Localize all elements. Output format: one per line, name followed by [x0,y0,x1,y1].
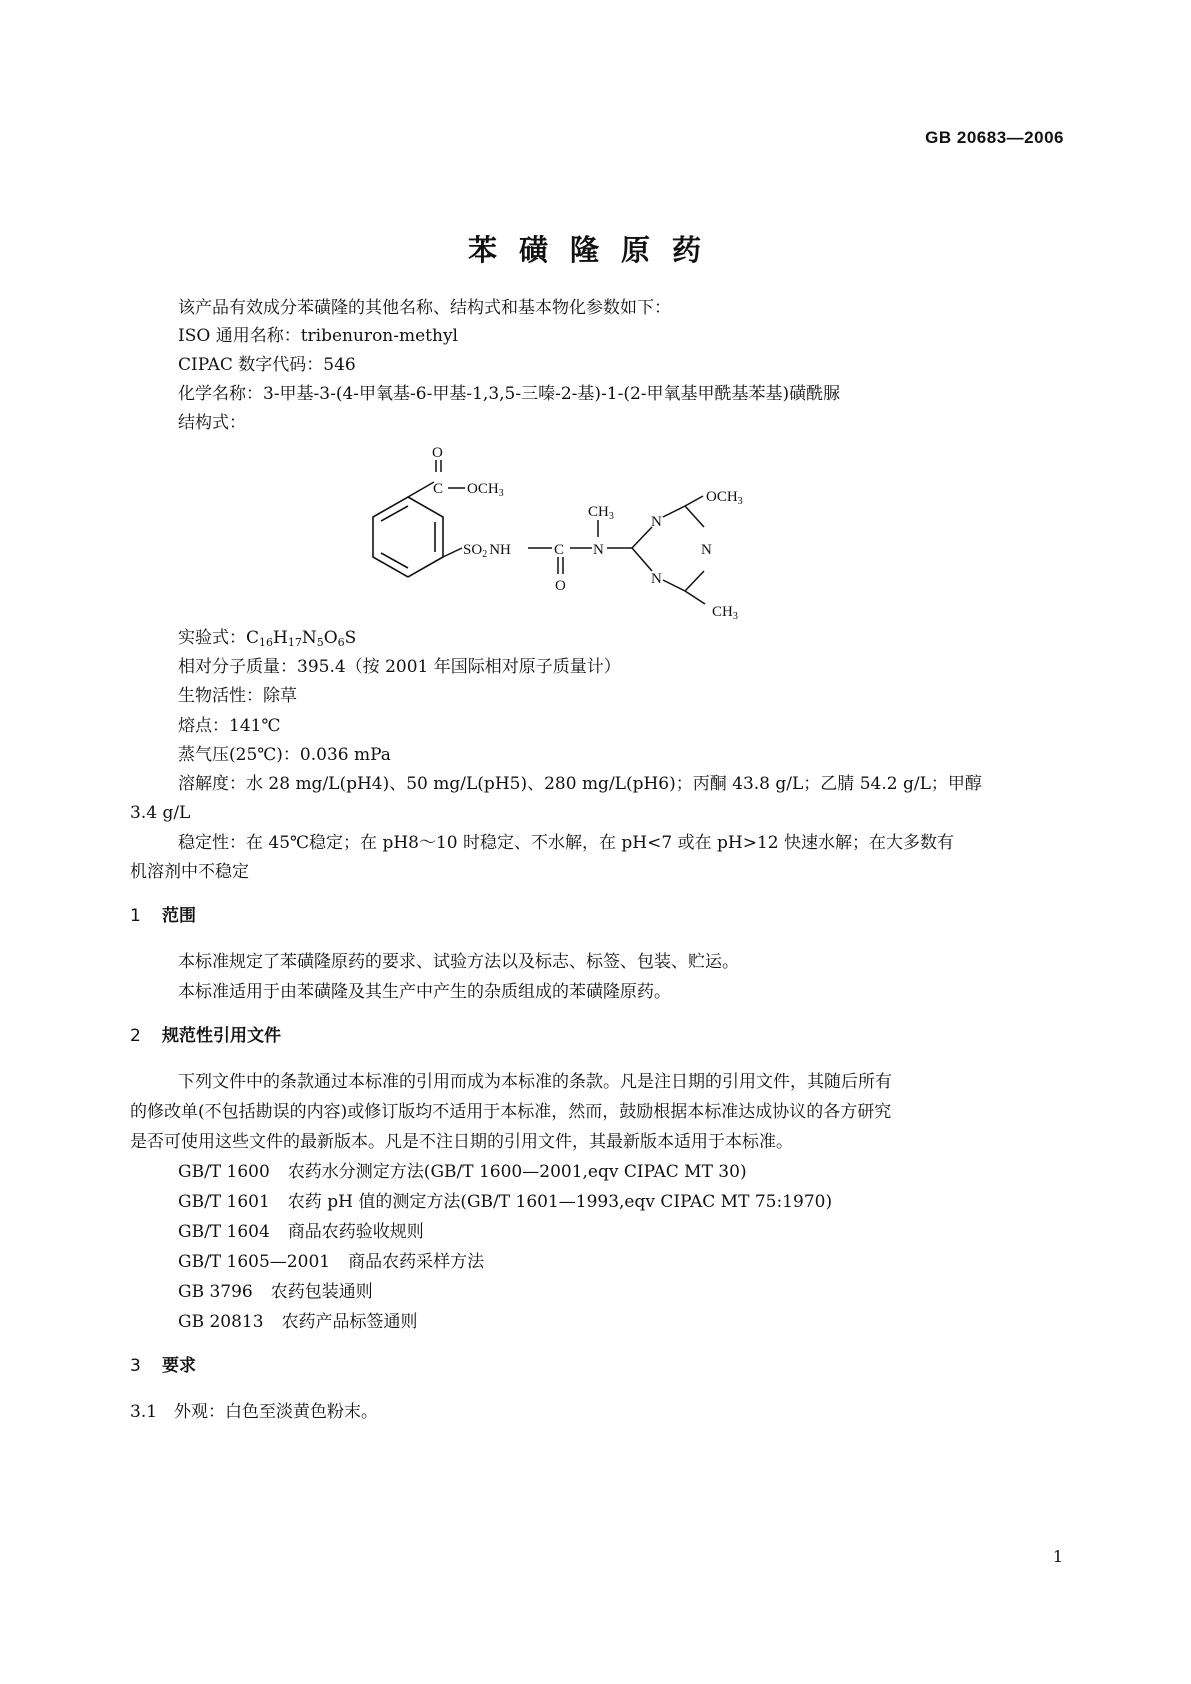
reference-code: GB/T 1601 [178,1192,270,1212]
clause-3-1-appearance: 3.1 外观：白色至淡黄色粉末。 [130,1402,379,1422]
biological-activity: 生物活性：除草 [178,686,297,706]
page-number: 1 [1052,1547,1063,1566]
standard-code: GB 20683—2006 [925,128,1064,147]
section-1-paragraph-1: 本标准规定了苯磺隆原药的要求、试验方法以及标志、标签、包装、贮运。 [178,952,739,972]
n-methyl-label: $CH_3$ [588,504,614,522]
urea-oxygen-label: O [555,578,566,594]
reference-code: GB/T 1604 [178,1222,270,1242]
chemical-name: 化学名称：3-甲基-3-(4-甲氧基-6-甲基-1,3,5-三嗪-2-基)-1-(2-甲氧基甲酰基苯基)磺酰脲 [178,384,841,404]
section-2-heading: 2 规范性引用文件 [130,1026,281,1046]
triazine-nitrogen-3: N [651,571,662,587]
melting-point: 熔点：141℃ [178,716,281,736]
urea-carbon-label: C [554,542,565,558]
reference-item [178,1246,484,1278]
benzene-ring [373,497,443,577]
reference-title: 农药包装通则 [270,1282,373,1302]
triazine-nitrogen-1: N [651,514,662,530]
cipac-code: CIPAC 数字代码：546 [178,355,356,375]
reference-code: GB/T 1600 [178,1162,270,1182]
reference-title: 商品农药验收规则 [287,1222,424,1242]
section-1-paragraph-2: 本标准适用于由苯磺隆及其生产中产生的杂质组成的苯磺隆原药。 [178,982,671,1002]
section-1-heading: 1 范围 [130,906,196,926]
stability-line-1: 稳定性：在 45℃稳定；在 pH8～10 时稳定、不水解，在 pH<7 或在 pH>12 快速水解；在大多数有 [178,833,954,853]
molecular-mass: 相对分子质量：395.4（按 2001 年国际相对原子质量计） [178,657,621,677]
sulfonyl-amide-label: $SO_2$ NH [463,542,511,560]
reference-item [178,1306,418,1338]
page-title: 苯磺隆原药 [467,233,723,267]
ester-methoxy-label: $OCH_3$ [467,481,504,499]
empirical-formula: 实验式：$C_{16}H_{17}N_5O_6S$ [178,628,357,649]
section-2-paragraph-line-2: 的修改单(不包括勘误的内容)或修订版均不适用于本标准，然而，鼓励根据本标准达成协议的各方研究 [130,1102,892,1122]
triazine-methoxy-label: $OCH_3$ [706,489,743,507]
triazine-nitrogen-2: N [701,542,712,558]
reference-item [178,1156,747,1188]
reference-item [178,1186,832,1218]
urea-nitrogen-label: N [593,542,604,558]
triazine-methyl-label: $CH_3$ [712,604,738,622]
section-2-paragraph-line-3: 是否可使用这些文件的最新版本。凡是不注日期的引用文件，其最新版本适用于本标准。 [130,1132,793,1152]
intro-paragraph: 该产品有效成分苯磺隆的其他名称、结构式和基本物化参数如下： [178,298,671,318]
reference-title: 农药水分测定方法(GB/T 1600—2001,eqv CIPAC MT 30) [287,1162,747,1182]
carbonyl-oxygen-label: O [432,445,443,461]
reference-code: GB 3796 [178,1282,253,1302]
ester-carbon-label: C [433,481,444,497]
iso-common-name: ISO 通用名称：tribenuron-methyl [178,326,458,346]
section-2-paragraph-line-1: 下列文件中的条款通过本标准的引用而成为本标准的条款。凡是注日期的引用文件，其随后所有 [178,1072,892,1092]
reference-title: 农药产品标签通则 [281,1312,418,1332]
reference-item [178,1276,373,1308]
stability-line-2: 机溶剂中不稳定 [130,862,249,882]
solubility-line-2: 3.4 g/L [130,803,191,823]
section-3-heading: 3 要求 [130,1356,196,1376]
reference-code: GB 20813 [178,1312,264,1332]
structure-label: 结构式： [178,413,246,433]
reference-title: 商品农药采样方法 [348,1252,485,1272]
vapor-pressure: 蒸气压(25℃)：0.036 mPa [178,745,391,765]
reference-item [178,1216,424,1248]
solubility-line-1: 溶解度：水 28 mg/L(pH4)、50 mg/L(pH5)、280 mg/L(pH6)；丙酮 43.8 g/L；乙腈 54.2 g/L；甲醇 [178,774,982,794]
reference-code: GB/T 1605—2001 [178,1252,331,1272]
reference-title: 农药 pH 值的测定方法(GB/T 1601—1993,eqv CIPAC MT 75:1970) [287,1192,833,1212]
